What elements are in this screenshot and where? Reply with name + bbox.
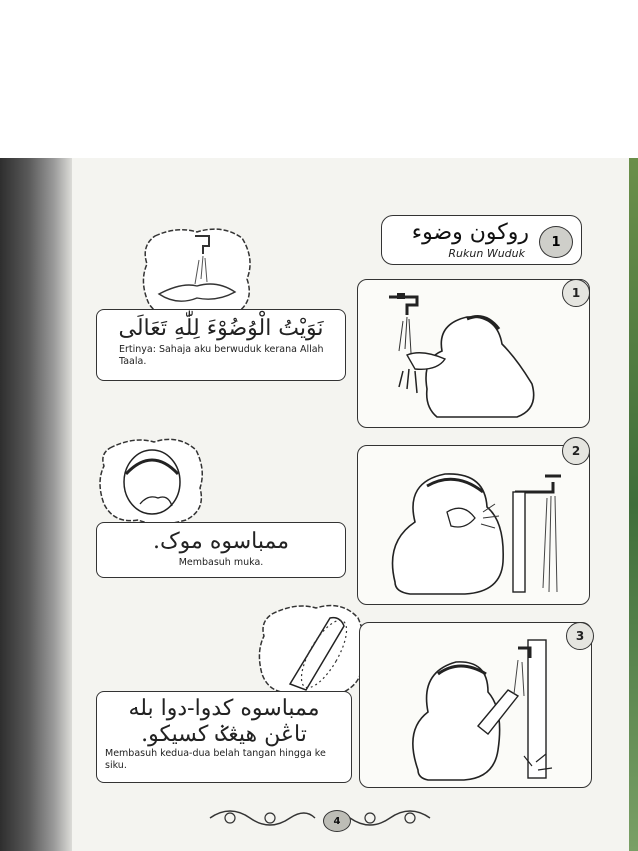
page-edge <box>629 158 638 851</box>
step-1-jawi: نَوَيْتُ الْوُضُوْءَ لِلّٰهِ تَعَالَى <box>118 316 324 341</box>
step-3-illustration <box>368 630 583 782</box>
title-rumi: Rukun Wuduk <box>448 247 525 260</box>
step-3-badge: 3 <box>566 622 594 650</box>
step-2-rumi: Membasuh muka. <box>178 557 264 568</box>
step-3-jawi: ممباسوه کدوا-دوا بله تاڠن هيڠݢ کسيکو. <box>128 696 320 747</box>
step-2-badge: 2 <box>562 437 590 465</box>
step-3-rumi: Membasuh kedua-dua belah tangan hingga ke siku. <box>105 748 326 771</box>
step-1-illustration <box>367 289 582 419</box>
page-number: 4 <box>323 810 351 832</box>
step-2-jawi: ممباسوه موک. <box>153 529 289 554</box>
step-3-caption <box>96 691 352 783</box>
title-jawi: روکون وضوء <box>411 220 529 245</box>
step-2-illustration <box>365 452 585 597</box>
title-badge: 1 <box>539 226 573 258</box>
step-2-caption <box>96 522 346 578</box>
book-spine-shadow <box>0 158 72 851</box>
arm-icon <box>256 600 366 700</box>
faucet-icon <box>399 317 411 353</box>
step-1-caption <box>96 309 346 381</box>
face-icon <box>96 434 208 526</box>
ornament-icon <box>200 800 440 836</box>
step-1-badge: 1 <box>562 279 590 307</box>
section-title-box <box>381 215 582 265</box>
step-1-rumi: Ertinya: Sahaja aku berwuduk kerana Allah Taala. <box>119 344 324 367</box>
